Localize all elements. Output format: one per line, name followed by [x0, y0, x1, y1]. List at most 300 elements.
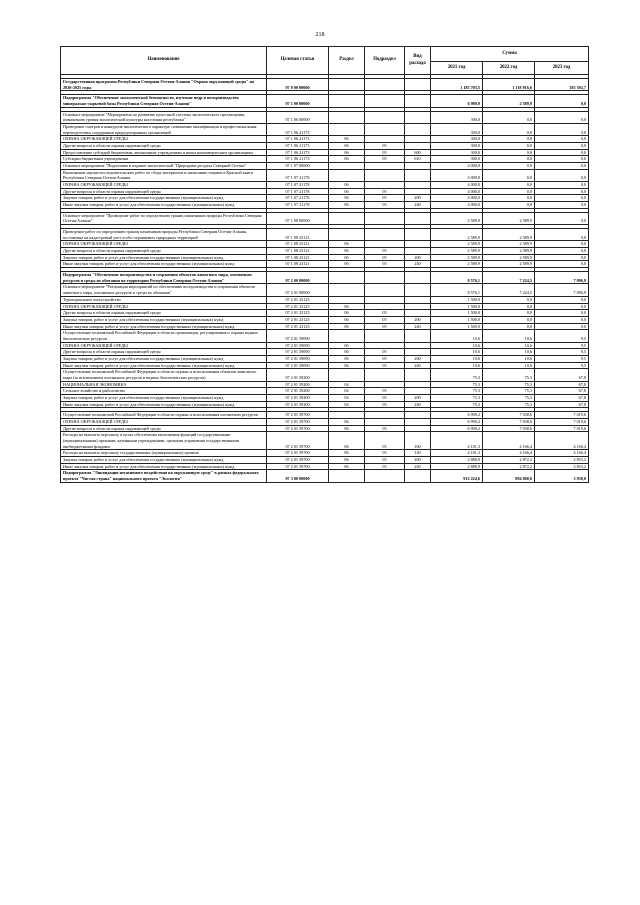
- row-subsection: 05: [365, 248, 405, 255]
- table-row: [61, 432, 589, 450]
- row-sum-2023: 9,5: [535, 362, 589, 369]
- table-row: [61, 412, 589, 419]
- row-expense-type: 200: [405, 254, 431, 261]
- row-sum-2022: 0,0: [483, 182, 535, 189]
- table-row: [61, 463, 589, 470]
- row-sum-2023: 4 166,4: [535, 432, 589, 450]
- row-subsection: 05: [365, 323, 405, 330]
- row-target-code: 07 2 01 59090: [267, 355, 329, 362]
- row-section: 04: [329, 388, 365, 395]
- row-expense-type: 200: [405, 195, 431, 202]
- row-name: Основное мероприятие "Реализация мероприятий по обеспечению воспроизводства и сохранения объектов животного мира, охотничьих ресурсов и среды их обитания": [61, 284, 267, 296]
- row-sum-2021: 10,6: [431, 362, 483, 369]
- row-sum-2021: 75,3: [431, 388, 483, 395]
- row-sum-2021: 1 500,0: [431, 296, 483, 303]
- row-sum-2022: 7 038,6: [483, 418, 535, 425]
- table-row: [61, 169, 589, 181]
- row-expense-type: 240: [405, 463, 431, 470]
- row-section: [329, 229, 365, 241]
- row-section: [329, 79, 365, 91]
- table-row: [61, 362, 589, 369]
- table-row: [61, 316, 589, 323]
- row-name: Сельское хозяйство и рыболовство: [61, 388, 267, 395]
- row-sum-2022: 75,3: [483, 369, 535, 381]
- table-row: [61, 470, 589, 482]
- row-sum-2021: 6 990,2: [431, 418, 483, 425]
- table-row: [61, 323, 589, 330]
- row-expense-type: [405, 330, 431, 342]
- row-expense-type: 240: [405, 261, 431, 268]
- row-expense-type: [405, 369, 431, 381]
- row-sum-2021: 300,0: [431, 136, 483, 143]
- row-sum-2021: 6 989,9: [431, 95, 483, 107]
- row-sum-2022: 10,6: [483, 330, 535, 342]
- row-subsection: 05: [365, 456, 405, 463]
- row-section: 06: [329, 188, 365, 195]
- row-sum-2022: 10,6: [483, 362, 535, 369]
- row-sum-2022: 1 118 916,6: [483, 79, 535, 91]
- row-expense-type: [405, 111, 431, 123]
- row-expense-type: [405, 95, 431, 107]
- row-expense-type: 200: [405, 456, 431, 463]
- row-section: 06: [329, 323, 365, 330]
- row-expense-type: [405, 143, 431, 150]
- row-subsection: 05: [365, 401, 405, 408]
- row-name: ОХРАНА ОКРУЖАЮЩЕЙ СРЕДЫ: [61, 136, 267, 143]
- row-subsection: [365, 124, 405, 136]
- row-target-code: 07 2 01 59700: [267, 463, 329, 470]
- row-expense-type: 120: [405, 450, 431, 457]
- row-sum-2022: 0,0: [483, 316, 535, 323]
- row-name: Закупка товаров, работ и услуг для обеспечения государственных (муниципальных) нужд: [61, 195, 267, 202]
- row-section: 04: [329, 401, 365, 408]
- row-target-code: 07 2 01 59700: [267, 432, 329, 450]
- row-target-code: 07 2 01 59700: [267, 418, 329, 425]
- row-expense-type: [405, 470, 431, 482]
- row-section: 06: [329, 362, 365, 369]
- row-subsection: 05: [365, 394, 405, 401]
- row-sum-2023: 67,8: [535, 369, 589, 381]
- row-sum-2021: 2 589,9: [431, 254, 483, 261]
- row-section: 06: [329, 254, 365, 261]
- row-sum-2023: 3 938,0: [535, 470, 589, 482]
- row-expense-type: [405, 381, 431, 388]
- row-name: Проведение смотров и конкурсов экологического характера, повышение квалификации и профессиональная переподготовка сотрудников природоохранных организаций: [61, 124, 267, 136]
- row-subsection: [365, 272, 405, 284]
- row-section: [329, 470, 365, 482]
- row-expense-type: [405, 124, 431, 136]
- row-sum-2021: 4 000,0: [431, 163, 483, 170]
- table-row: [61, 303, 589, 310]
- row-name: Расходы на выплаты персоналу в целях обеспечения выполнения функций государственными (муниципальными) органами, казенными учреждениями, органами управления государственными внебюджетными фондами: [61, 432, 267, 450]
- row-name: Закупка товаров, работ и услуг для обеспечения государственных (муниципальных) нужд: [61, 394, 267, 401]
- row-subsection: [365, 212, 405, 224]
- row-sum-2022: 0,0: [483, 195, 535, 202]
- row-expense-type: [405, 388, 431, 395]
- table-row: [61, 229, 589, 241]
- row-subsection: 05: [365, 202, 405, 209]
- row-sum-2021: 6 990,2: [431, 412, 483, 419]
- row-subsection: [365, 111, 405, 123]
- row-target-code: 07 1 08 23121: [267, 241, 329, 248]
- row-section: [329, 163, 365, 170]
- row-target-code: 07 2 01 59090: [267, 349, 329, 356]
- row-sum-2023: 0,0: [535, 261, 589, 268]
- row-sum-2022: 0,0: [483, 323, 535, 330]
- page-number: 218: [315, 32, 325, 38]
- row-sum-2021: 2 589,9: [431, 229, 483, 241]
- row-name: Расходы на выплаты персоналу государственных (муниципальных) органов: [61, 450, 267, 457]
- row-sum-2023: 0,0: [535, 182, 589, 189]
- row-expense-type: 240: [405, 401, 431, 408]
- row-name: Предоставление субсидий бюджетным, автономным учреждениям и иным некоммерческим организациям: [61, 149, 267, 156]
- row-section: 06: [329, 182, 365, 189]
- row-name: Подпрограмма "Ликвидация негативного воздействия на окружающую среду" в рамках федерального проекта "Чистая страна" национального проекта "Экология": [61, 470, 267, 482]
- row-section: 06: [329, 349, 365, 356]
- row-sum-2022: 0,0: [483, 202, 535, 209]
- row-name: Другие вопросы в области охраны окружающей среды: [61, 248, 267, 255]
- row-target-code: 07 2 01 59700: [267, 425, 329, 432]
- row-expense-type: 200: [405, 355, 431, 362]
- table-row: [61, 355, 589, 362]
- row-sum-2023: 7 019,6: [535, 418, 589, 425]
- table-row: [61, 163, 589, 170]
- row-section: [329, 369, 365, 381]
- header-section: Раздел: [329, 47, 365, 75]
- row-sum-2023: 9,5: [535, 330, 589, 342]
- row-sum-2021: 1 500,0: [431, 310, 483, 317]
- header-2022: 2022 год: [483, 62, 535, 75]
- row-target-code: 07 1 06 21173: [267, 136, 329, 143]
- table-row: [61, 456, 589, 463]
- row-sum-2022: 75,3: [483, 388, 535, 395]
- row-sum-2021: 300,0: [431, 111, 483, 123]
- row-sum-2023: 0,0: [535, 156, 589, 163]
- row-sum-2022: 2 589,9: [483, 254, 535, 261]
- row-target-code: 07 2 00 00000: [267, 272, 329, 284]
- row-section: 06: [329, 432, 365, 450]
- row-subsection: [365, 241, 405, 248]
- row-expense-type: 240: [405, 202, 431, 209]
- table-row: [61, 394, 589, 401]
- row-sum-2021: 4 101,3: [431, 450, 483, 457]
- table-row: [61, 124, 589, 136]
- row-name: Другие вопросы в области охраны окружающей среды: [61, 310, 267, 317]
- row-sum-2022: 0,0: [483, 296, 535, 303]
- row-target-code: 07 2 01 59200: [267, 401, 329, 408]
- table-body: [61, 75, 589, 483]
- row-expense-type: [405, 212, 431, 224]
- row-section: 04: [329, 394, 365, 401]
- row-subsection: 05: [365, 425, 405, 432]
- row-sum-2023: 0,0: [535, 169, 589, 181]
- row-section: 06: [329, 316, 365, 323]
- row-expense-type: 100: [405, 432, 431, 450]
- row-subsection: 05: [365, 149, 405, 156]
- row-subsection: 05: [365, 355, 405, 362]
- row-section: 06: [329, 425, 365, 432]
- row-target-code: 07 1 08 23121: [267, 229, 329, 241]
- row-sum-2021: 2 589,9: [431, 241, 483, 248]
- row-expense-type: [405, 296, 431, 303]
- row-target-code: 07 2 01 59200: [267, 369, 329, 381]
- table-row: [61, 388, 589, 395]
- row-sum-2021: 4 000,0: [431, 182, 483, 189]
- row-sum-2021: 6 990,2: [431, 425, 483, 432]
- row-expense-type: 240: [405, 323, 431, 330]
- table-row: [61, 195, 589, 202]
- row-target-code: 07 2 01 59700: [267, 450, 329, 457]
- row-sum-2022: 2 872,2: [483, 456, 535, 463]
- row-sum-2021: 4 000,0: [431, 195, 483, 202]
- row-section: 06: [329, 156, 365, 163]
- row-expense-type: [405, 272, 431, 284]
- row-target-code: 07 1 07 21178: [267, 188, 329, 195]
- row-sum-2023: 0,0: [535, 212, 589, 224]
- table-row: [61, 369, 589, 381]
- row-name: Выполнение научно-исследовательских работ по сбору материалов и написанию очерков в Красной книги Республики Северная Осетия-Алания: [61, 169, 267, 181]
- row-target-code: 07 1 06 21173: [267, 149, 329, 156]
- row-section: [329, 124, 365, 136]
- table-row: [61, 349, 589, 356]
- row-sum-2022: 7 224,5: [483, 272, 535, 284]
- row-expense-type: [405, 342, 431, 349]
- header-name: Наименование: [61, 47, 267, 75]
- row-sum-2022: 0,0: [483, 188, 535, 195]
- row-sum-2022: 0,0: [483, 169, 535, 181]
- row-sum-2023: 9,5: [535, 355, 589, 362]
- row-name: ОХРАНА ОКРУЖАЮЩЕЙ СРЕДЫ: [61, 241, 267, 248]
- row-expense-type: [405, 169, 431, 181]
- row-section: 06: [329, 342, 365, 349]
- row-subsection: 05: [365, 143, 405, 150]
- row-sum-2021: 75,3: [431, 369, 483, 381]
- row-expense-type: [405, 284, 431, 296]
- table-row: [61, 248, 589, 255]
- row-section: 06: [329, 261, 365, 268]
- table-row: [61, 254, 589, 261]
- row-target-code: 07 2 01 59090: [267, 330, 329, 342]
- row-sum-2023: 0,0: [535, 95, 589, 107]
- table-row: [61, 342, 589, 349]
- row-sum-2023: 67,8: [535, 388, 589, 395]
- row-target-code: 07 2 01 59090: [267, 362, 329, 369]
- row-sum-2022: 0,0: [483, 143, 535, 150]
- row-sum-2021: 75,3: [431, 381, 483, 388]
- table-row: [61, 202, 589, 209]
- table-row: [61, 330, 589, 342]
- row-target-code: 07 1 06 00000: [267, 111, 329, 123]
- row-section: 06: [329, 303, 365, 310]
- row-name: Иные закупки товаров, работ и услуг для обеспечения государственных (муниципальных) нужд: [61, 323, 267, 330]
- row-sum-2021: 1 185 703,5: [431, 79, 483, 91]
- row-section: [329, 169, 365, 181]
- row-subsection: 05: [365, 432, 405, 450]
- row-expense-type: [405, 182, 431, 189]
- row-target-code: 07 1 07 21178: [267, 182, 329, 189]
- row-section: [329, 284, 365, 296]
- row-sum-2023: 0,0: [535, 296, 589, 303]
- table-row: [61, 95, 589, 107]
- row-sum-2022: 2 589,9: [483, 212, 535, 224]
- row-target-code: 07 1 06 21173: [267, 124, 329, 136]
- row-sum-2023: 0,0: [535, 195, 589, 202]
- row-subsection: 05: [365, 362, 405, 369]
- row-subsection: [365, 95, 405, 107]
- row-section: 06: [329, 149, 365, 156]
- row-name: Другие вопросы в области охраны окружающей среды: [61, 143, 267, 150]
- row-sum-2022: 2 589,9: [483, 241, 535, 248]
- header-expense-type: Вид расхода: [405, 47, 431, 75]
- row-expense-type: [405, 412, 431, 419]
- table-row: [61, 381, 589, 388]
- row-sum-2021: 2 888,9: [431, 456, 483, 463]
- row-expense-type: [405, 349, 431, 356]
- row-sum-2021: 10,6: [431, 342, 483, 349]
- row-sum-2021: 10,6: [431, 349, 483, 356]
- row-target-code: 07 1 07 21178: [267, 202, 329, 209]
- row-target-code: 07 2 01 23125: [267, 316, 329, 323]
- row-target-code: 07 2 01 59090: [267, 342, 329, 349]
- row-sum-2022: 0,0: [483, 111, 535, 123]
- table-row: [61, 418, 589, 425]
- row-sum-2021: 2 888,9: [431, 463, 483, 470]
- row-name: Закупка товаров, работ и услуг для обеспечения государственных (муниципальных) нужд: [61, 254, 267, 261]
- row-target-code: 07 2 01 59700: [267, 412, 329, 419]
- row-sum-2022: 2 872,2: [483, 463, 535, 470]
- row-sum-2021: 10,6: [431, 330, 483, 342]
- row-sum-2023: 4 166,4: [535, 450, 589, 457]
- header-sum: Сумма: [431, 47, 589, 62]
- row-name: Основное мероприятие "Подготовка и издание экологической "Природные ресурсы Северной Осетии": [61, 163, 267, 170]
- row-target-code: 07 2 01 23125: [267, 323, 329, 330]
- header-2021: 2021 год: [431, 62, 483, 75]
- row-subsection: [365, 369, 405, 381]
- row-name: Териториальное охотустройство: [61, 296, 267, 303]
- row-sum-2023: 0,0: [535, 149, 589, 156]
- row-sum-2023: 0,0: [535, 241, 589, 248]
- row-section: 06: [329, 195, 365, 202]
- table-row: [61, 296, 589, 303]
- row-sum-2023: 0,0: [535, 254, 589, 261]
- row-expense-type: 610: [405, 156, 431, 163]
- row-sum-2023: 67,8: [535, 401, 589, 408]
- row-section: 06: [329, 241, 365, 248]
- row-sum-2023: 0,0: [535, 188, 589, 195]
- row-target-code: 07 2 01 59700: [267, 456, 329, 463]
- row-sum-2023: 0,0: [535, 163, 589, 170]
- row-subsection: [365, 229, 405, 241]
- row-name: Другие вопросы в области охраны окружающей среды: [61, 188, 267, 195]
- row-target-code: 07 1 07 21178: [267, 169, 329, 181]
- row-expense-type: [405, 248, 431, 255]
- row-sum-2023: 0,0: [535, 111, 589, 123]
- row-sum-2022: 7 224,5: [483, 284, 535, 296]
- row-sum-2022: 4 166,4: [483, 432, 535, 450]
- table-row: [61, 182, 589, 189]
- row-sum-2022: 2 589,9: [483, 261, 535, 268]
- row-name: Проведение работ по определению границ памятников природы Республики Северная Осетия-Алания, постановка на кадастровый учет особо охраняемых природных территорий: [61, 229, 267, 241]
- row-expense-type: [405, 303, 431, 310]
- row-subsection: [365, 470, 405, 482]
- row-subsection: [365, 284, 405, 296]
- row-sum-2023: 0,0: [535, 136, 589, 143]
- table-row: [61, 156, 589, 163]
- row-section: 06: [329, 136, 365, 143]
- row-section: [329, 272, 365, 284]
- row-subsection: [365, 169, 405, 181]
- row-expense-type: 600: [405, 149, 431, 156]
- row-sum-2021: 4 000,0: [431, 202, 483, 209]
- row-name: Подпрограмма "Обеспечение воспроизводства и сохранения объектов животного мира, охотничьих ресурсов и среды их обитания на территории Республики Северная Осетия-Алания": [61, 272, 267, 284]
- row-sum-2023: 0,0: [535, 316, 589, 323]
- row-subsection: 05: [365, 349, 405, 356]
- table-row: [61, 136, 589, 143]
- row-subsection: 05: [365, 450, 405, 457]
- row-target-code: 07 2 01 59200: [267, 394, 329, 401]
- row-sum-2022: 4 166,4: [483, 450, 535, 457]
- table-row: [61, 284, 589, 296]
- row-sum-2021: 4 000,0: [431, 188, 483, 195]
- table-row: [61, 212, 589, 224]
- row-target-code: 07 1 06 21173: [267, 143, 329, 150]
- row-target-code: 07 1 00 00000: [267, 95, 329, 107]
- row-sum-2022: 0,0: [483, 303, 535, 310]
- table-row: [61, 149, 589, 156]
- row-sum-2021: 2 589,9: [431, 248, 483, 255]
- row-sum-2022: 75,3: [483, 401, 535, 408]
- row-section: [329, 95, 365, 107]
- row-sum-2022: 894 068,0: [483, 470, 535, 482]
- row-expense-type: [405, 188, 431, 195]
- table-row: [61, 261, 589, 268]
- row-name: Иные закупки товаров, работ и услуг для обеспечения государственных (муниципальных) нужд: [61, 463, 267, 470]
- row-expense-type: [405, 425, 431, 432]
- table-row: [61, 143, 589, 150]
- row-name: Осуществление полномочий Российской Федерации в области охраны и использования объектов животного мира (за исключением охотничьих ресурсов и водных биологических ресурсов): [61, 369, 267, 381]
- row-sum-2023: 185 392,7: [535, 79, 589, 91]
- row-sum-2021: 2 589,9: [431, 212, 483, 224]
- row-subsection: 05: [365, 316, 405, 323]
- table-row: [61, 188, 589, 195]
- row-sum-2021: 300,0: [431, 156, 483, 163]
- row-sum-2023: 2 853,2: [535, 463, 589, 470]
- row-subsection: 05: [365, 188, 405, 195]
- row-expense-type: [405, 229, 431, 241]
- row-target-code: 07 1 06 21173: [267, 156, 329, 163]
- row-subsection: [365, 418, 405, 425]
- row-sum-2023: 0,0: [535, 323, 589, 330]
- row-section: [329, 111, 365, 123]
- row-sum-2021: 75,3: [431, 401, 483, 408]
- row-sum-2022: 7 038,6: [483, 425, 535, 432]
- table-row: [61, 310, 589, 317]
- row-expense-type: 200: [405, 316, 431, 323]
- row-target-code: 07 2 01 23125: [267, 303, 329, 310]
- row-section: 06: [329, 248, 365, 255]
- row-expense-type: [405, 310, 431, 317]
- row-sum-2023: 0,0: [535, 229, 589, 241]
- row-section: [329, 296, 365, 303]
- row-sum-2022: 0,0: [483, 149, 535, 156]
- row-sum-2022: 10,6: [483, 355, 535, 362]
- row-section: 06: [329, 456, 365, 463]
- row-subsection: 05: [365, 156, 405, 163]
- row-subsection: 05: [365, 310, 405, 317]
- row-name: Осуществление полномочий Российской Федерации в области организации, регулирования и охраны водных биологических ресурсов: [61, 330, 267, 342]
- row-name: Основное мероприятие "Проведение работ по определению границ памятников природы Республики Северная Осетия-Алания": [61, 212, 267, 224]
- row-target-code: 07 2 01 59200: [267, 381, 329, 388]
